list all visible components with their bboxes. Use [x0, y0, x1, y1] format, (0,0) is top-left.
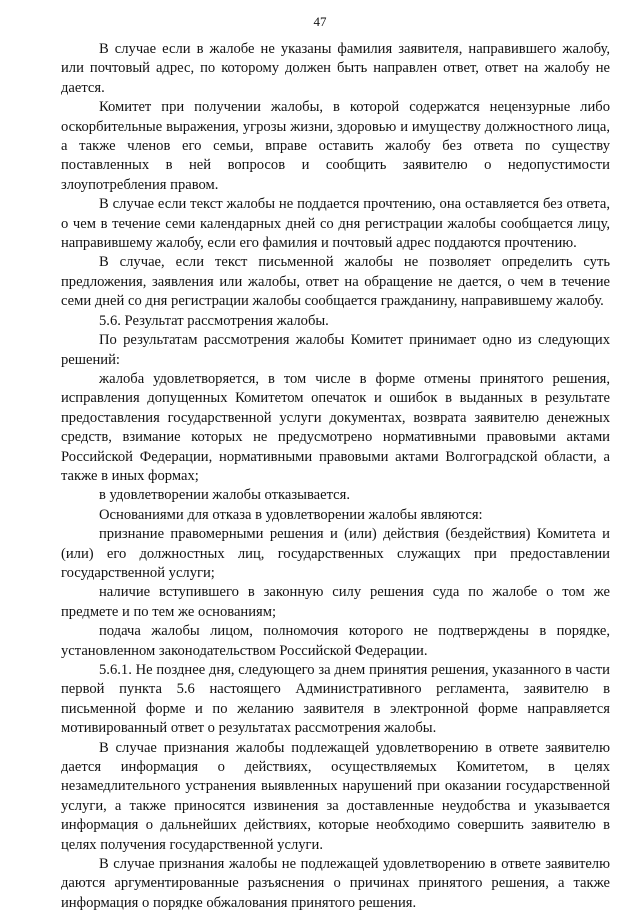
paragraph-satisfied-response: В случае признания жалобы подлежащей удовлетворению в ответе заявителю дается информация о действиях, осуществляемых Комитетом, в целях незамедлительного устранения выявленных нарушений при оказании государственной услуги, а также приносятся извинения за доставленные неудобства и указывается информация о дальнейших действиях, которые необходимо совершить заявителю в целях получения государственной услуги. — [61, 739, 610, 853]
list-item-lawful-actions: признание правомерными решения и (или) действия (бездействия) Комитета и (или) его должностных лиц, государственных служащих при предоставлении государственной услуги; — [61, 526, 610, 581]
paragraph-obscene-complaint: Комитет при получении жалобы, в которой содержатся нецензурные либо оскорбительные выражения, угрозы жизни, здоровью и имуществу должностного лица, а также членов его семьи, вправе оставить жалобу без ответа по существу поставленных в ней вопросов и сообщить заявителю о недопустимости злоупотребления правом. — [61, 99, 610, 193]
list-item-complaint-satisfied: жалоба удовлетворяется, в том числе в форме отмены принятого решения, исправления допущенных Комитетом опечаток и ошибок в выданных в результате предоставления государственной услуги документах, возврата заявителю денежных средств, взимание которых не предусмотрено нормативными правовыми актами Российской Федерации, нормативными правовыми актами Волгоградской области, а также в иных формах; — [61, 370, 610, 484]
list-item-unconfirmed-authority: подача жалобы лицом, полномочия которого не подтверждены в порядке, установленном законодательством Российской Федерации. — [61, 623, 610, 659]
page-number: 47 — [313, 14, 327, 29]
paragraph-no-surname: В случае если в жалобе не указаны фамилия заявителя, направившего жалобу, или почтовый адрес, по которому должен быть направлен ответ, ответ на жалобу не дается. — [61, 41, 610, 96]
paragraph-refusal-grounds: Основаниями для отказа в удовлетворении жалобы являются: — [99, 506, 483, 523]
paragraph-unreadable-text: В случае если текст жалобы не поддается прочтению, она оставляется без ответа, о чем в течение семи календарных дней со дня регистрации жалобы сообщается лицу, направившему жалобу, если его фамилия и почтовый адрес поддаются прочтению. — [61, 196, 610, 252]
paragraph-decision-options: По результатам рассмотрения жалобы Комитет принимает одно из следующих решений: — [61, 332, 610, 368]
section-heading-5-6: 5.6. Результат рассмотрения жалобы. — [99, 312, 329, 329]
paragraph-unsatisfied-response: В случае признания жалобы не подлежащей удовлетворению в ответе заявителю даются аргументированные разъяснения о причинах принятого решения, а также информация о порядке обжалования принятого решения. — [61, 856, 610, 911]
paragraph-undetermined-essence: В случае, если текст письменной жалобы не позволяет определить суть предложения, заявления или жалобы, ответ на обращение не дается, о чем в течение семи дней со дня регистрации жалобы сообщается гражданину, направившему жалобу. — [61, 254, 610, 310]
list-item-court-decision: наличие вступившего в законную силу решения суда по жалобе о том же предмете и по тем же основаниям; — [61, 584, 610, 620]
paragraph-5-6-1-response: 5.6.1. Не позднее дня, следующего за днем принятия решения, указанного в части первой пункта 5.6 настоящего Административного регламента, заявителю в письменной форме и по желанию заявителя в электронной форме направляется мотивированный ответ о результатах рассмотрения жалобы. — [61, 662, 610, 737]
document-body — [61, 40, 610, 913]
list-item-complaint-refused: в удовлетворении жалобы отказывается. — [99, 487, 351, 504]
